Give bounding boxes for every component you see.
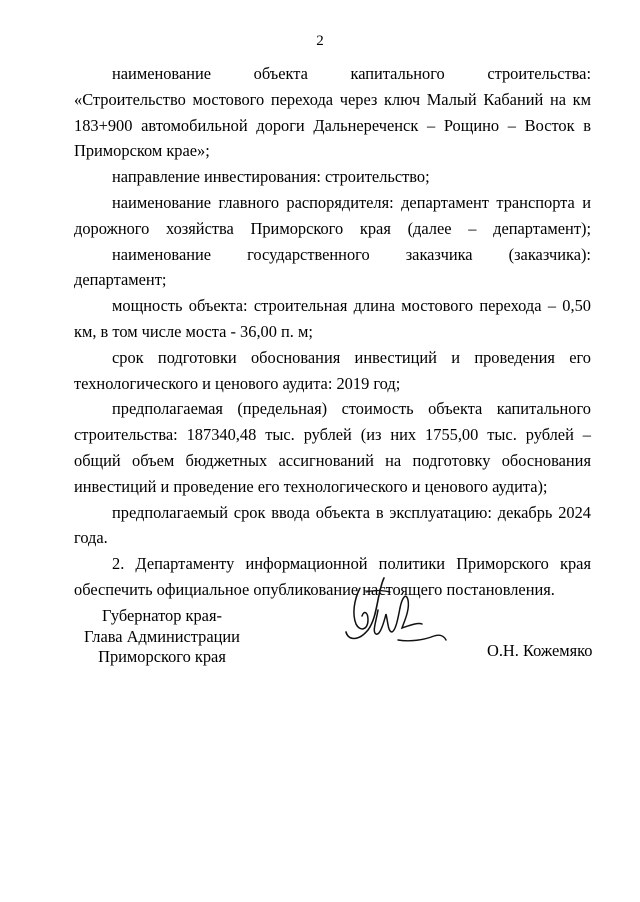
position-line-region: Приморского края (98, 647, 226, 666)
page-number: 2 (316, 33, 324, 49)
document-body (74, 61, 591, 603)
position-line-head: Глава Администрации (84, 626, 240, 646)
paragraph-estimated-cost: предполагаемая (предельная) стоимость объекта капитального строительства: 187340,48 тыс. рублей (из них 1755,00 тыс. рублей – общий объем бюджетных ассигнований на подготовку обоснования инвестиций и проведение его технологического и ценового аудита); (74, 399, 591, 496)
position-line-governor: Губернатор края- (102, 606, 222, 625)
signatory-position (82, 606, 242, 668)
signer-name: О.Н. Кожемяко (487, 641, 593, 660)
paragraph-commissioning-date: предполагаемый срок ввода объекта в эксплуатацию: декабрь 2024 года. (74, 502, 591, 548)
paragraph-object-name: наименование объекта капитального строительства: «Строительство мостового перехода через ключ Малый Кабаний на км 183+900 автомобильной дороги Дальнереченск – Рощино – Восток в Приморском крае»; (74, 64, 591, 161)
paragraph-state-customer: наименование государственного заказчика (заказчика): департамент; (74, 244, 591, 290)
paragraph-publication-order: 2. Департаменту информационной политики Приморского края обеспечить официальное опубликование настоящего постановления. (74, 554, 591, 599)
paragraph-capacity: мощность объекта: строительная длина мостового перехода – 0,50 км, в том числе моста - 36,00 п. м; (74, 296, 591, 341)
handwritten-signature-icon (338, 570, 450, 655)
paragraph-preparation-period: срок подготовки обоснования инвестиций и проведения его технологического и ценового аудита: 2019 год; (74, 347, 591, 393)
paragraph-investment-direction: направление инвестирования: строительство; (112, 167, 430, 187)
paragraph-main-administrator: наименование главного распорядителя: департамент транспорта и дорожного хозяйства Приморского края (далее – департамент); (74, 192, 591, 238)
